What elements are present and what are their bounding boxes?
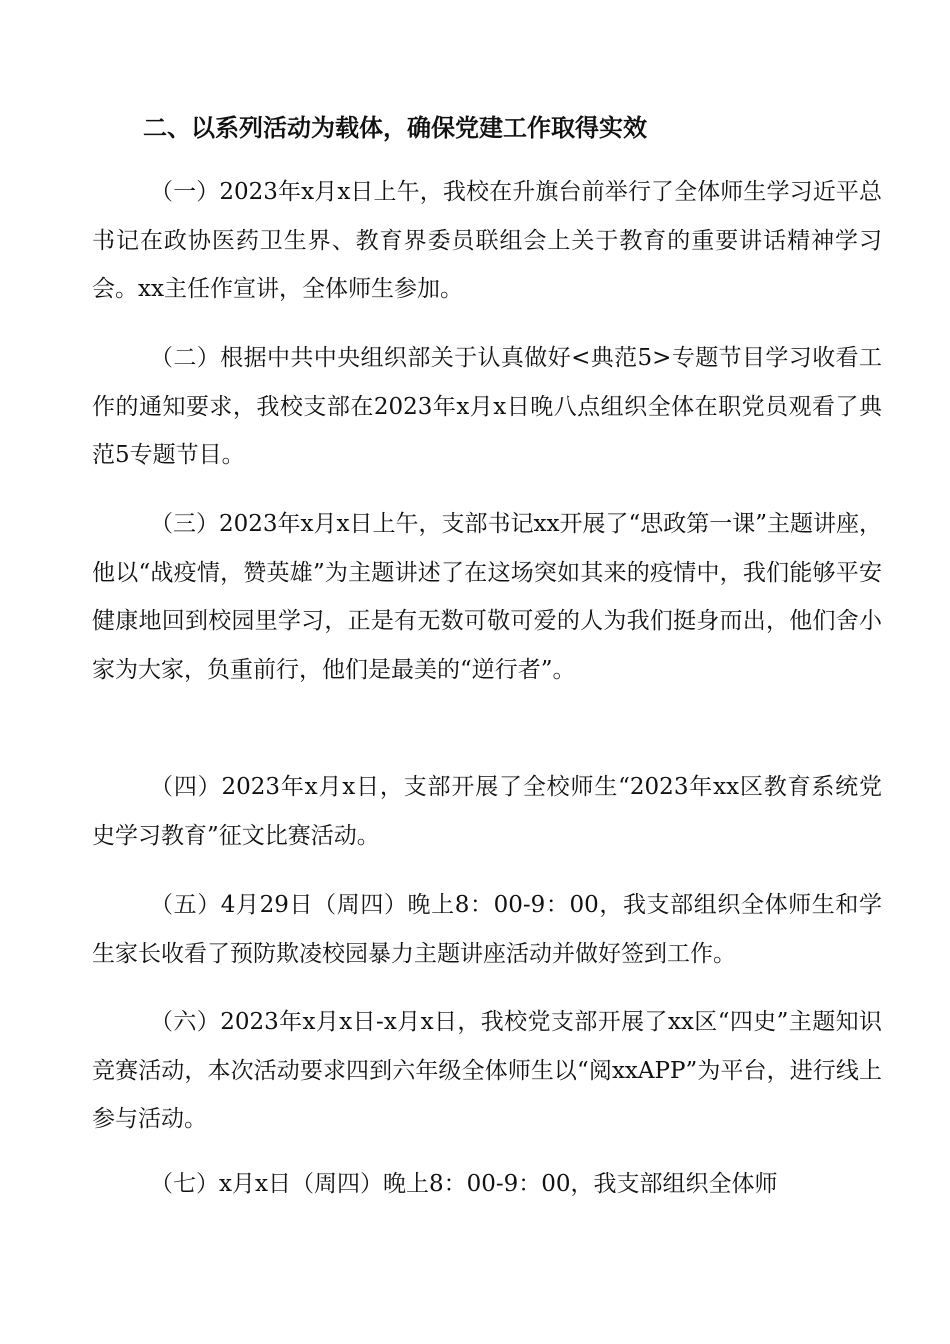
section-heading: 二、以系列活动为载体，确保党建工作取得实效 [143,114,647,142]
paragraph-3: （三）2023年x月x日上午，支部书记xx开展了“思政第一课”主题讲座，他以“战疫情，赞英雄”为主题讲述了在这场突如其来的疫情中，我们能够平安健康地回到校园里学习，正是有无数可敬可爱的人为我们挺身而出，他们舍小家为大家，负重前行，他们是最美的“逆行者”。 [92,511,882,683]
paragraph-4: （四）2023年x月x日，支部开展了全校师生“2023年xx区教育系统党史学习教育”征文比赛活动。 [92,774,882,849]
paragraph-2: （二）根据中共中央组织部关于认真做好<典范5>专题节目学习收看工作的通知要求，我校支部在2023年x月x日晚八点组织全体在职党员观看了典范5专题节目。 [92,345,882,468]
paragraph-6: （六）2023年x月x日-x月x日，我校党支部开展了xx区“四史”主题知识竞赛活动，本次活动要求四到六年级全体师生以“阅xxAPP”为平台，进行线上参与活动。 [92,1009,882,1132]
paragraph-1: （一）2023年x月x日上午，我校在升旗台前举行了全体师生学习近平总书记在政协医药卫生界、教育界委员联组会上关于教育的重要讲话精神学习会。xx主任作宣讲，全体师生参加。 [92,179,882,302]
paragraph-7: （七）x月x日（周四）晚上8：00-9：00，我支部组织全体师 [150,1171,778,1197]
paragraph-5: （五）4月29日（周四）晚上8：00-9：00，我支部组织全体师生和学生家长收看了预防欺凌校园暴力主题讲座活动并做好签到工作。 [92,892,882,967]
